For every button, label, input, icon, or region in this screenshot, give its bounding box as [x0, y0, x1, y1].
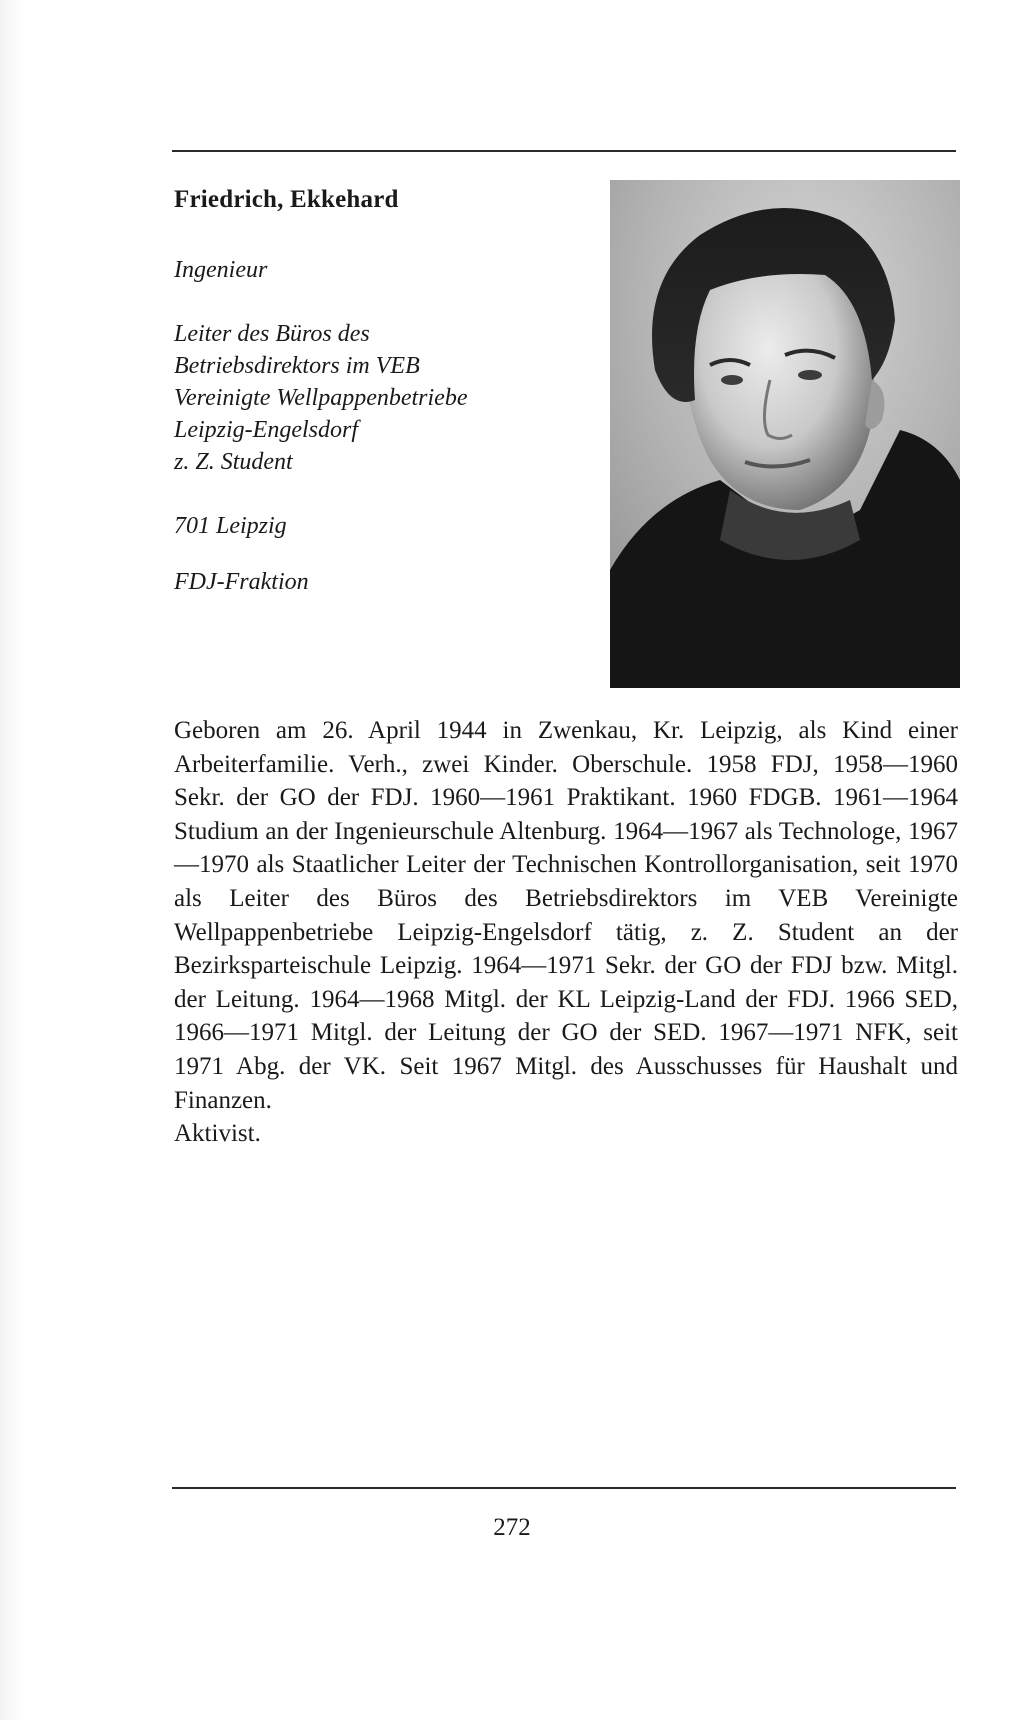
position-block	[174, 318, 467, 478]
bottom-rule	[172, 1487, 956, 1489]
position-line: Betriebsdirektors im VEB	[174, 353, 420, 379]
faction: FDJ-Fraktion	[174, 569, 309, 595]
position-line: Vereinigte Wellpappenbetriebe	[174, 385, 468, 411]
biography-text: Geboren am 26. April 1944 in Zwenkau, Kr. Leipzig, als Kind einer Arbeiterfamilie. Verh., zwei Kinder. Oberschule. 1958 FDJ, 1958—1960 Sekr. der GO der FDJ. 1960—1961 Praktikant. 1960 FDGB. 1961—1964 Studium an der Ingenieurschule Altenburg. 1964—1967 als Technologe, 1967—1970 als Staatlicher Leiter der Technischen Kontrollorganisation, seit 1970 als Leiter des Büros des Betriebsdirektors im VEB Vereinigte Wellpappenbetriebe Leipzig-Engelsdorf tätig, z. Z. Student an der Bezirksparteischule Leipzig. 1964—1971 Sekr. der GO der FDJ bzw. Mitgl. der Leitung. 1964—1968 Mitgl. der KL Leipzig-Land der FDJ. 1966 SED, 1966—1971 Mitgl. der Leitung der GO der SED. 1967—1971 NFK, seit 1971 Abg. der VK. Seit 1967 Mitgl. des Ausschusses für Haushalt und Finanzen.	[174, 717, 958, 1114]
page-number: 272	[493, 1514, 531, 1541]
profession: Ingenieur	[174, 257, 268, 283]
position-line: Leipzig-Engelsdorf	[174, 417, 358, 443]
biography	[174, 714, 958, 1151]
portrait-photo	[610, 180, 960, 688]
entry-name: Friedrich, Ekkehard	[174, 186, 399, 213]
position-line: z. Z. Student	[174, 449, 293, 475]
city: 701 Leipzig	[174, 513, 287, 539]
position-line: Leiter des Büros des	[174, 321, 370, 347]
top-rule	[172, 150, 956, 152]
biography-closing: Aktivist.	[174, 1120, 261, 1148]
page-edge-shadow	[0, 0, 22, 1720]
